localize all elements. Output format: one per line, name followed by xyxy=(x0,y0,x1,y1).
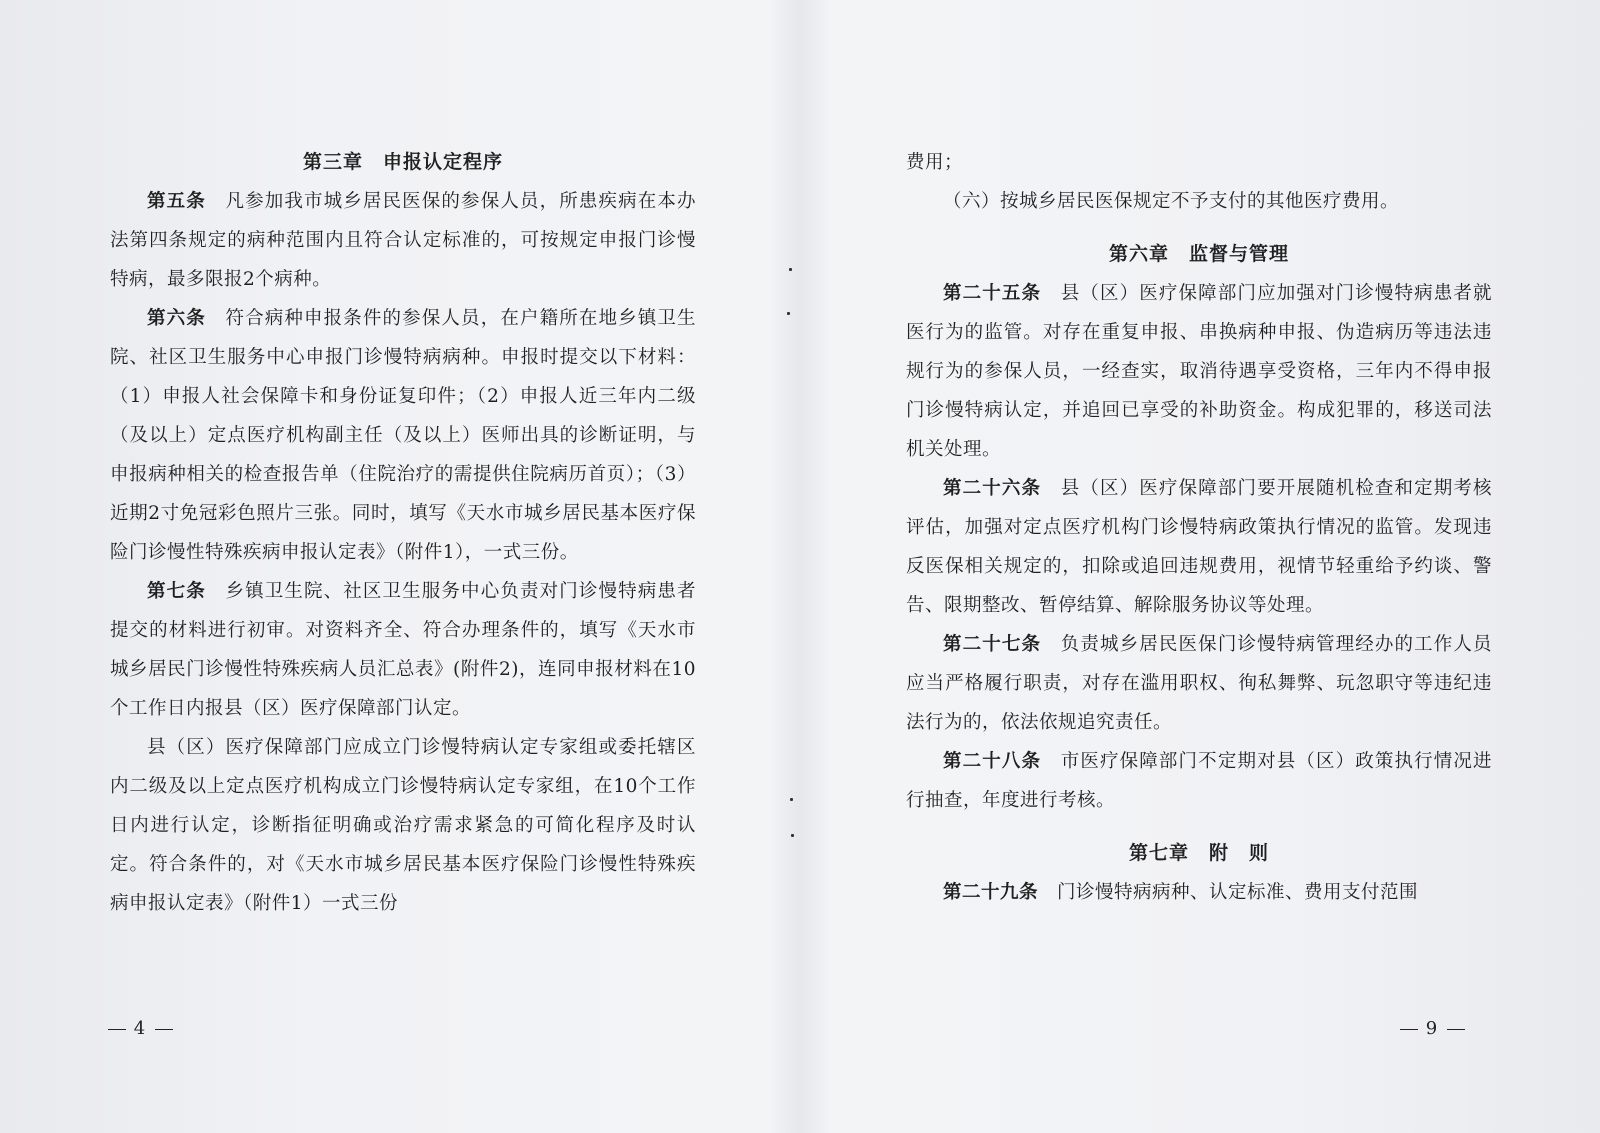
article-text: 县（区）医疗保障部门要开展随机检查和定期考核评估，加强对定点医疗机构门诊慢特病政策执行情况的监管。发现违反医保相关规定的，扣除或追回违规费用，视情节轻重给予约谈、警告、限期整改、暂停结算、解除服务协议等处理。 xyxy=(906,478,1492,616)
article-paragraph xyxy=(110,182,696,299)
continuation-text: 费用； xyxy=(906,152,964,173)
scan-speck xyxy=(789,268,792,271)
dash-left xyxy=(108,1029,126,1030)
article-paragraph xyxy=(906,625,1492,742)
article-paragraph xyxy=(906,469,1492,625)
chapter-heading: 第七章 附 则 xyxy=(1128,842,1269,864)
article-text: 县（区）医疗保障部门应成立门诊慢特病认定专家组或委托辖区内二级及以上定点医疗机构成立门诊慢特病认定专家组，在10个工作日内进行认定，诊断指征明确或治疗需求紧急的可简化程序及时认定。符合条件的，对《天水市城乡居民基本医疗保险门诊慢性特殊疾病申报认定表》（附件1）一式三份 xyxy=(110,737,696,914)
article-number: 第二十五条 xyxy=(943,283,1042,304)
article-number: 第七条 xyxy=(147,581,206,602)
chapter-heading: 第六章 监督与管理 xyxy=(1108,243,1289,265)
page-number-value: 4 xyxy=(133,1018,148,1039)
article-paragraph xyxy=(906,742,1492,820)
article-text: 负责城乡居民医保门诊慢特病管理经办的工作人员应当严格履行职责，对存在滥用职权、徇私舞弊、玩忽职守等违纪违法行为的，依法依规追究责任。 xyxy=(906,634,1492,733)
article-paragraph xyxy=(906,274,1492,469)
article-paragraph xyxy=(906,873,1492,912)
dash-right xyxy=(155,1029,173,1030)
article-text: 凡参加我市城乡居民医保的参保人员，所患疾病在本办法第四条规定的病种范围内且符合认定标准的，可按规定申报门诊慢特病，最多限报2个病种。 xyxy=(110,191,696,290)
scan-speck xyxy=(787,312,790,315)
continuation-text: （六）按城乡居民医保规定不予支付的其他医疗费用。 xyxy=(943,191,1400,212)
article-text: 县（区）医疗保障部门应加强对门诊慢特病患者就医行为的监管。对存在重复申报、串换病种申报、伪造病历等违法违规行为的参保人员，一经查实，取消待遇享受资格，三年内不得申报门诊慢特病认定，并追回已享受的补助资金。构成犯罪的，移送司法机关处理。 xyxy=(906,283,1492,460)
dash-left xyxy=(1400,1029,1418,1030)
left-page-body xyxy=(110,143,696,923)
chapter-heading: 第三章 申报认定程序 xyxy=(302,151,503,173)
article-text: 符合病种申报条件的参保人员，在户籍所在地乡镇卫生院、社区卫生服务中心申报门诊慢特病病种。申报时提交以下材料：（1）申报人社会保障卡和身份证复印件；（2）申报人近三年内二级（及以上）定点医疗机构副主任（及以上）医师出具的诊断证明，与申报病种相关的检查报告单（住院治疗的需提供住院病历首页）；（3）近期2寸免冠彩色照片三张。同时，填写《天水市城乡居民基本医疗保险门诊慢性特殊疾病申报认定表》（附件1），一式三份。 xyxy=(110,308,696,563)
page-number xyxy=(108,1018,173,1039)
dash-right xyxy=(1447,1029,1465,1030)
article-paragraph xyxy=(110,299,696,572)
article-number: 第六条 xyxy=(147,308,206,329)
scan-speck xyxy=(790,798,793,801)
right-page-body xyxy=(906,143,1492,912)
article-number: 第二十八条 xyxy=(943,751,1042,772)
article-number: 第二十六条 xyxy=(943,478,1042,499)
page-number xyxy=(1400,1018,1465,1039)
article-paragraph xyxy=(110,728,696,923)
article-number: 第二十九条 xyxy=(943,882,1039,903)
article-paragraph xyxy=(110,572,696,728)
article-text: 门诊慢特病病种、认定标准、费用支付范围 xyxy=(1038,882,1419,903)
article-text: 乡镇卫生院、社区卫生服务中心负责对门诊慢特病患者提交的材料进行初审。对资料齐全、符合办理条件的，填写《天水市城乡居民门诊慢性特殊疾病人员汇总表》(附件2)，连同申报材料在10个工作日内报县（区）医疗保障部门认定。 xyxy=(110,581,696,719)
article-number: 第二十七条 xyxy=(943,634,1042,655)
article-text: 市医疗保障部门不定期对县（区）政策执行情况进行抽查，年度进行考核。 xyxy=(906,751,1492,811)
scan-speck xyxy=(791,834,794,837)
page-number-value: 9 xyxy=(1425,1018,1440,1039)
article-number: 第五条 xyxy=(147,191,206,212)
